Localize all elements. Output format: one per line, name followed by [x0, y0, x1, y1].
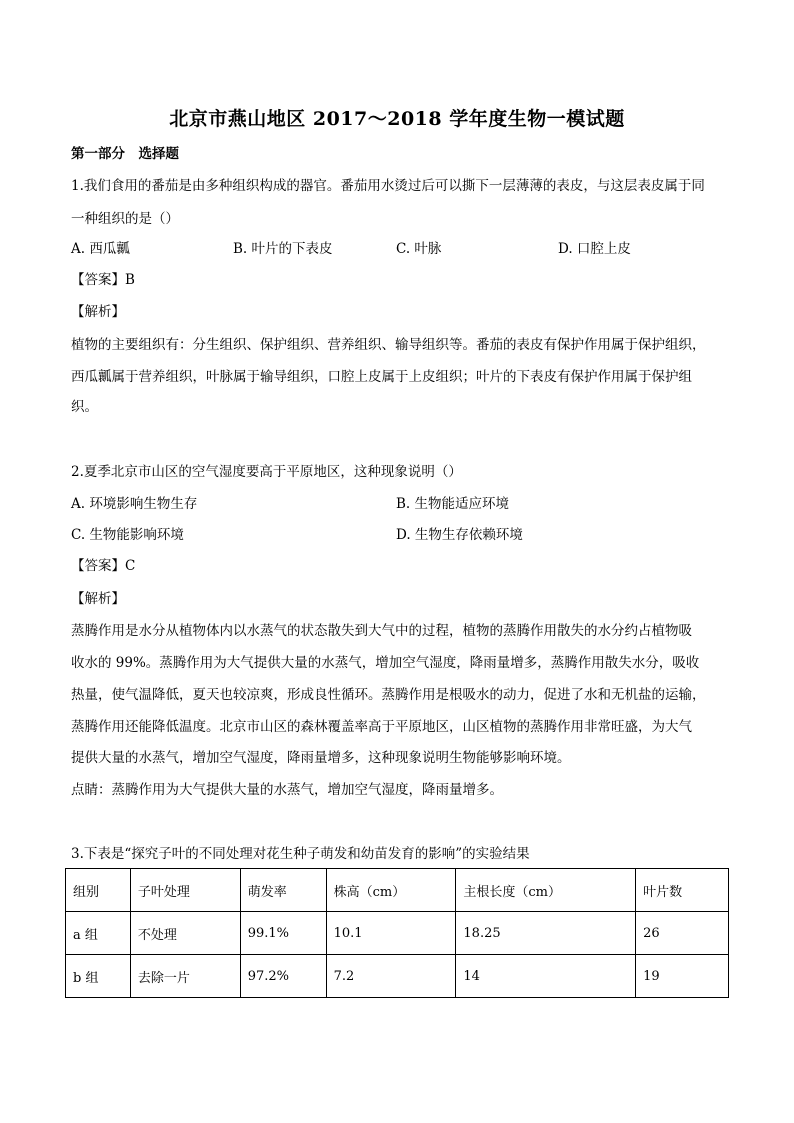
- table-cell: 99.1%: [240, 912, 326, 955]
- table-header-cell: 株高（cm）: [326, 869, 456, 912]
- q1-analysis-label: 【解析】: [71, 304, 125, 320]
- q1-analysis-line: 西瓜瓤属于营养组织，叶脉属于输导组织，口腔上皮属于上皮组织；叶片的下表皮有保护作用属于保护组: [71, 369, 692, 385]
- q2-analysis-line: 热量，使气温降低，夏天也较凉爽，形成良性循环。蒸腾作用是根吸水的动力，促进了水和无机盐的运输，: [71, 687, 706, 703]
- q2-analysis-line: 蒸腾作用是水分从植物体内以水蒸气的状态散失到大气中的过程，植物的蒸腾作用散失的水分约占植物吸: [71, 623, 692, 639]
- table-row: [66, 955, 729, 998]
- q3-stem: 3.下表是“探究子叶的不同处理对花生种子萌发和幼苗发育的影响”的实验结果: [71, 846, 530, 862]
- q2-analysis-line: 收水的 99%。蒸腾作用为大气提供大量的水蒸气，增加空气湿度，降雨量增多，蒸腾作用散失水分，吸收: [71, 655, 700, 671]
- q1-analysis-line: 织。: [71, 399, 98, 415]
- table-cell: b 组: [66, 955, 131, 998]
- table-cell: 7.2: [326, 955, 456, 998]
- q1-option-b: B. 叶片的下表皮: [233, 241, 333, 257]
- table-cell: 去除一片: [130, 955, 240, 998]
- table-header-cell: 子叶处理: [130, 869, 240, 912]
- table-header-cell: 萌发率: [240, 869, 326, 912]
- q2-analysis-line: 蒸腾作用还能降低温度。北京市山区的森林覆盖率高于平原地区，山区植物的蒸腾作用非常旺盛，为大气: [71, 719, 692, 735]
- table-cell: 14: [456, 955, 636, 998]
- table-cell: 26: [636, 912, 729, 955]
- q1-option-d: D. 口腔上皮: [558, 241, 631, 257]
- q1-option-a: A. 西瓜瓤: [71, 241, 130, 257]
- q2-option-d: D. 生物生存依赖环境: [396, 527, 523, 543]
- section-heading: 第一部分 选择题: [71, 146, 179, 162]
- results-table: [65, 868, 729, 998]
- q2-stem: 2.夏季北京市山区的空气湿度要高于平原地区，这种现象说明（）: [71, 464, 462, 480]
- q1-answer: 【答案】B: [71, 272, 135, 288]
- q1-stem-line2: 一种组织的是（）: [71, 211, 179, 227]
- q2-analysis-label: 【解析】: [71, 591, 125, 607]
- q2-option-c: C. 生物能影响环境: [71, 527, 184, 543]
- q1-stem-line1: 1.我们食用的番茄是由多种组织构成的器官。番茄用水烫过后可以撕下一层薄薄的表皮，与这层表皮属于同: [71, 178, 705, 194]
- table-header-cell: 组别: [66, 869, 131, 912]
- table-row: [66, 912, 729, 955]
- table-header-cell: 叶片数: [636, 869, 729, 912]
- q1-option-c: C. 叶脉: [396, 241, 442, 257]
- table-header-row: [66, 869, 729, 912]
- table-cell: 10.1: [326, 912, 456, 955]
- table-cell: a 组: [66, 912, 131, 955]
- table-header-cell: 主根长度（cm）: [456, 869, 636, 912]
- q1-analysis-line: 植物的主要组织有：分生组织、保护组织、营养组织、输导组织等。番茄的表皮有保护作用属于保护组织，: [71, 337, 706, 353]
- table-cell: 97.2%: [240, 955, 326, 998]
- table-cell: 18.25: [456, 912, 636, 955]
- q2-note: 点睛：蒸腾作用为大气提供大量的水蒸气，增加空气湿度，降雨量增多。: [71, 782, 503, 798]
- page-title: 北京市燕山地区 2017～2018 学年度生物一模试题: [169, 108, 625, 130]
- table-cell: 不处理: [130, 912, 240, 955]
- q2-analysis-line: 提供大量的水蒸气，增加空气湿度，降雨量增多，这种现象说明生物能够影响环境。: [71, 750, 571, 766]
- table-cell: 19: [636, 955, 729, 998]
- q2-answer: 【答案】C: [71, 558, 136, 574]
- q2-option-b: B. 生物能适应环境: [396, 496, 510, 512]
- q2-option-a: A. 环境影响生物生存: [71, 496, 198, 512]
